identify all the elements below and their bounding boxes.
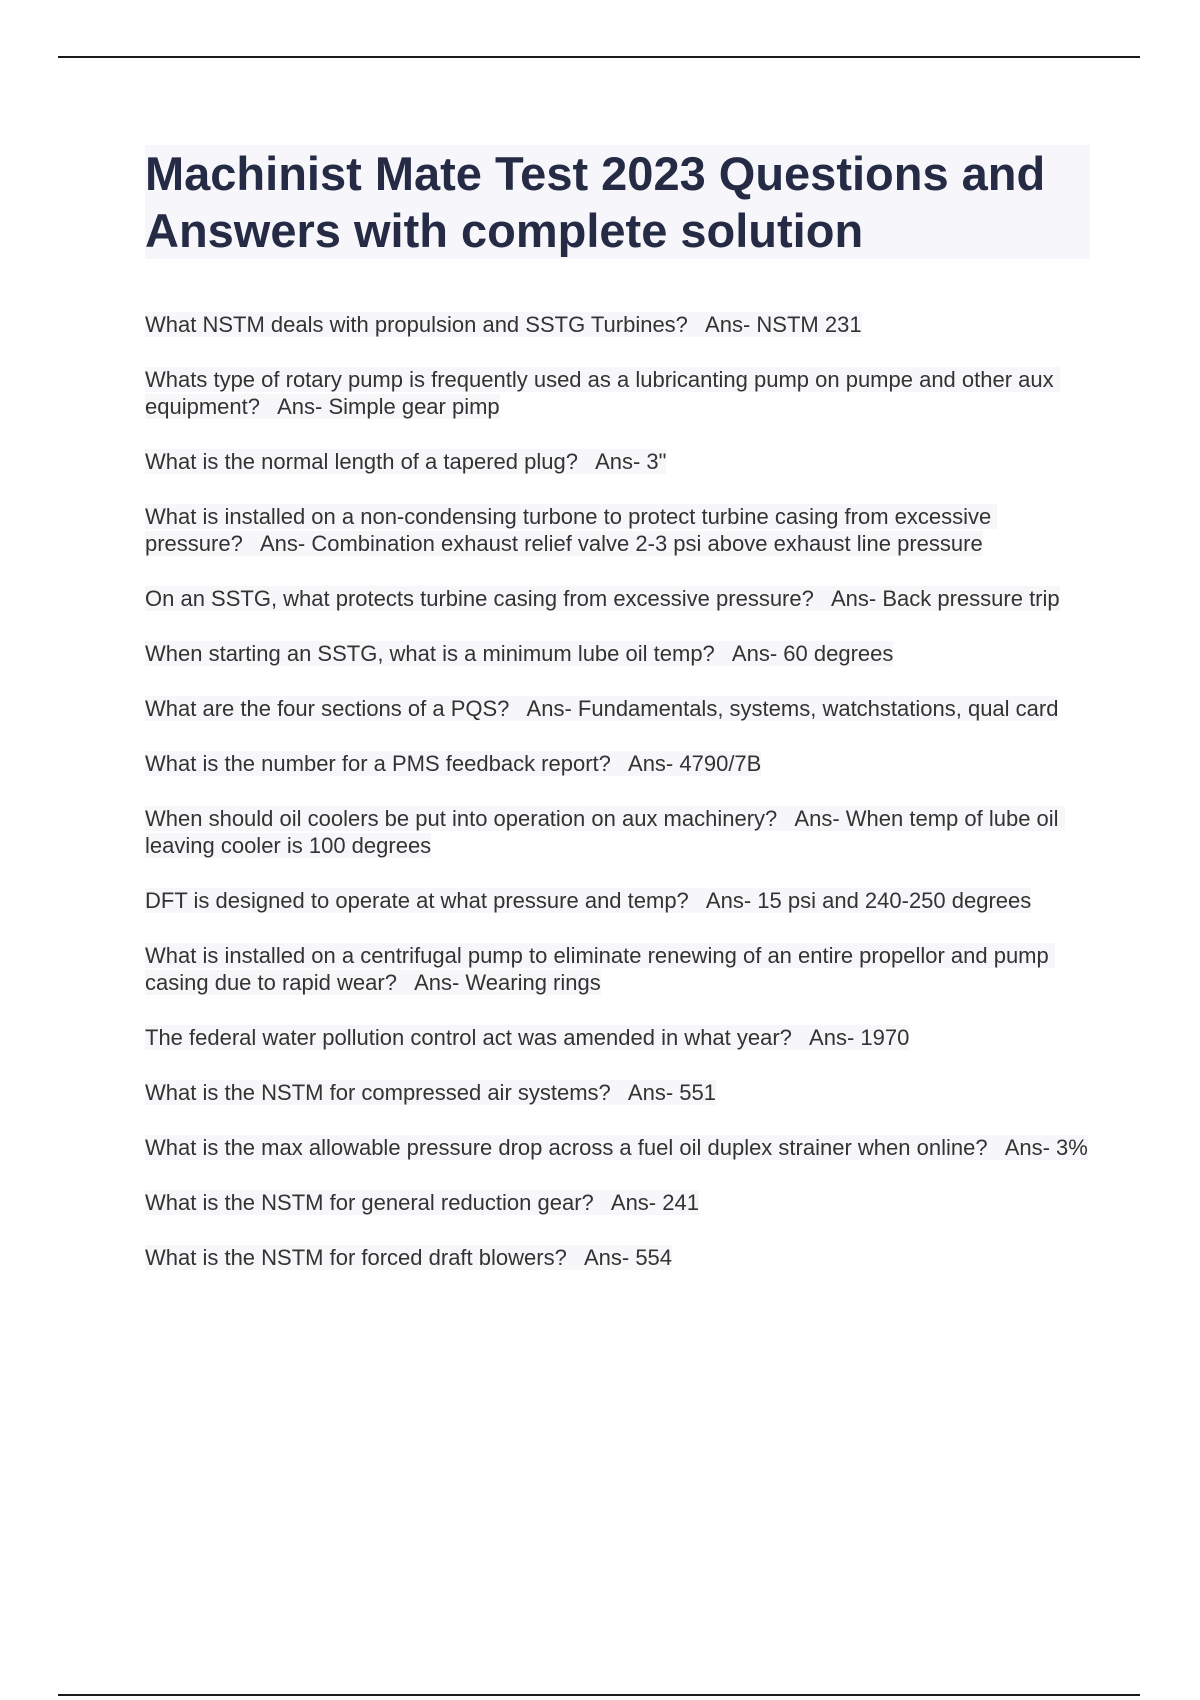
qa-separator <box>509 696 526 721</box>
question-text: What is the NSTM for compressed air systems? <box>145 1080 611 1105</box>
answer-prefix: Ans- <box>628 751 680 776</box>
qa-item <box>145 503 1090 557</box>
answer-prefix: Ans- <box>277 394 329 419</box>
qa-text <box>145 943 1055 995</box>
qa-text <box>145 696 1058 721</box>
qa-separator <box>578 449 595 474</box>
answer-prefix: Ans- <box>526 696 578 721</box>
question-text: On an SSTG, what protects turbine casing from excessive pressure? <box>145 586 814 611</box>
qa-item <box>145 1134 1090 1161</box>
answer-text: Wearing rings <box>465 970 601 995</box>
qa-item <box>145 1024 1090 1051</box>
answer-text: 3" <box>646 449 667 474</box>
qa-separator <box>988 1135 1005 1160</box>
question-text: The federal water pollution control act was amended in what year? <box>145 1025 792 1050</box>
qa-text <box>145 449 666 474</box>
qa-text <box>145 1080 716 1105</box>
qa-item <box>145 887 1090 914</box>
qa-item <box>145 942 1090 996</box>
qa-separator <box>594 1190 611 1215</box>
answer-prefix: Ans- <box>705 888 758 913</box>
answer-text: Fundamentals, systems, watchstations, qual card <box>577 696 1059 721</box>
qa-item <box>145 1189 1090 1216</box>
qa-separator <box>260 394 277 419</box>
qa-text <box>145 751 761 776</box>
qa-item <box>145 750 1090 777</box>
qa-text <box>145 504 997 556</box>
answer-prefix: Ans- <box>259 531 312 556</box>
answer-prefix: Ans- <box>794 806 846 831</box>
qa-text <box>145 1190 699 1215</box>
qa-separator <box>567 1245 584 1270</box>
question-text: When should oil coolers be put into operation on aux machinery? <box>145 806 778 831</box>
qa-text <box>145 586 1060 611</box>
answer-text: 551 <box>679 1080 716 1105</box>
qa-item <box>145 1079 1090 1106</box>
answer-prefix: Ans- <box>830 586 883 611</box>
document-body <box>145 145 1090 1299</box>
qa-text <box>145 806 1065 858</box>
qa-separator <box>777 806 794 831</box>
answer-text: Simple gear pimp <box>328 394 500 419</box>
question-text: What is the NSTM for forced draft blowers? <box>145 1245 567 1270</box>
qa-item <box>145 1244 1090 1271</box>
answer-text: When temp of lube oil leaving cooler is 100 degrees <box>145 806 1065 858</box>
answer-text: 4790/7B <box>679 751 762 776</box>
qa-item <box>145 640 1090 667</box>
answer-text: 1970 <box>860 1025 910 1050</box>
question-text: Whats type of rotary pump is frequently used as a lubricanting pump on pumpe and other aux equipment? <box>145 367 1060 419</box>
question-text: What are the four sections of a PQS? <box>145 696 510 721</box>
question-text: What NSTM deals with propulsion and SSTG Turbines? <box>145 312 688 337</box>
answer-prefix: Ans- <box>809 1025 861 1050</box>
question-text: What is the normal length of a tapered plug? <box>145 449 578 474</box>
qa-item <box>145 805 1090 859</box>
qa-text <box>145 1025 909 1050</box>
qa-list <box>145 311 1090 1299</box>
qa-separator <box>792 1025 809 1050</box>
qa-item <box>145 695 1090 722</box>
question-text: What is installed on a centrifugal pump to eliminate renewing of an entire propellor and pump casing due to rapid wear? <box>145 943 1055 995</box>
qa-text <box>145 367 1060 419</box>
qa-separator <box>688 312 705 337</box>
qa-separator <box>689 888 706 913</box>
answer-prefix: Ans- <box>627 1080 680 1105</box>
answer-text: Back pressure trip <box>882 586 1060 611</box>
answer-prefix: Ans- <box>595 449 647 474</box>
qa-separator <box>397 970 414 995</box>
title-block <box>145 145 1090 259</box>
answer-text: NSTM 231 <box>756 312 862 337</box>
qa-text <box>145 1135 1088 1160</box>
answer-prefix: Ans- <box>414 970 466 995</box>
question-text: What is the max allowable pressure drop across a fuel oil duplex strainer when online? <box>145 1135 988 1160</box>
answer-prefix: Ans- <box>610 1190 663 1215</box>
document-title: Machinist Mate Test 2023 Questions and Answers with complete solution <box>145 147 1046 257</box>
question-text: What is the number for a PMS feedback report? <box>145 751 611 776</box>
qa-text <box>145 888 1031 913</box>
answer-prefix: Ans- <box>583 1245 636 1270</box>
qa-separator <box>243 531 260 556</box>
answer-text: Combination exhaust relief valve 2-3 psi above exhaust line pressure <box>311 531 983 556</box>
qa-item <box>145 366 1090 420</box>
question-text: What is the NSTM for general reduction gear? <box>145 1190 594 1215</box>
answer-prefix: Ans- <box>731 641 784 666</box>
question-text: When starting an SSTG, what is a minimum lube oil temp? <box>145 641 715 666</box>
answer-text: 60 degrees <box>783 641 894 666</box>
qa-item <box>145 585 1090 612</box>
top-rule <box>58 56 1140 58</box>
answer-prefix: Ans- <box>705 312 757 337</box>
qa-text <box>145 312 862 337</box>
qa-separator <box>611 751 628 776</box>
qa-text <box>145 1245 672 1270</box>
question-text: DFT is designed to operate at what pressure and temp? <box>145 888 689 913</box>
answer-text: 3% <box>1056 1135 1088 1160</box>
qa-item <box>145 311 1090 338</box>
question-text: What is installed on a non-condensing turbone to protect turbine casing from excessive pressure? <box>145 504 998 556</box>
answer-text: 15 psi and 240-250 degrees <box>757 888 1032 913</box>
answer-text: 241 <box>662 1190 699 1215</box>
qa-text <box>145 641 893 666</box>
answer-text: 554 <box>635 1245 673 1270</box>
bottom-rule <box>58 1694 1140 1696</box>
qa-separator <box>715 641 732 666</box>
qa-separator <box>611 1080 628 1105</box>
qa-separator <box>814 586 831 611</box>
answer-prefix: Ans- <box>1004 1135 1057 1160</box>
qa-item <box>145 448 1090 475</box>
